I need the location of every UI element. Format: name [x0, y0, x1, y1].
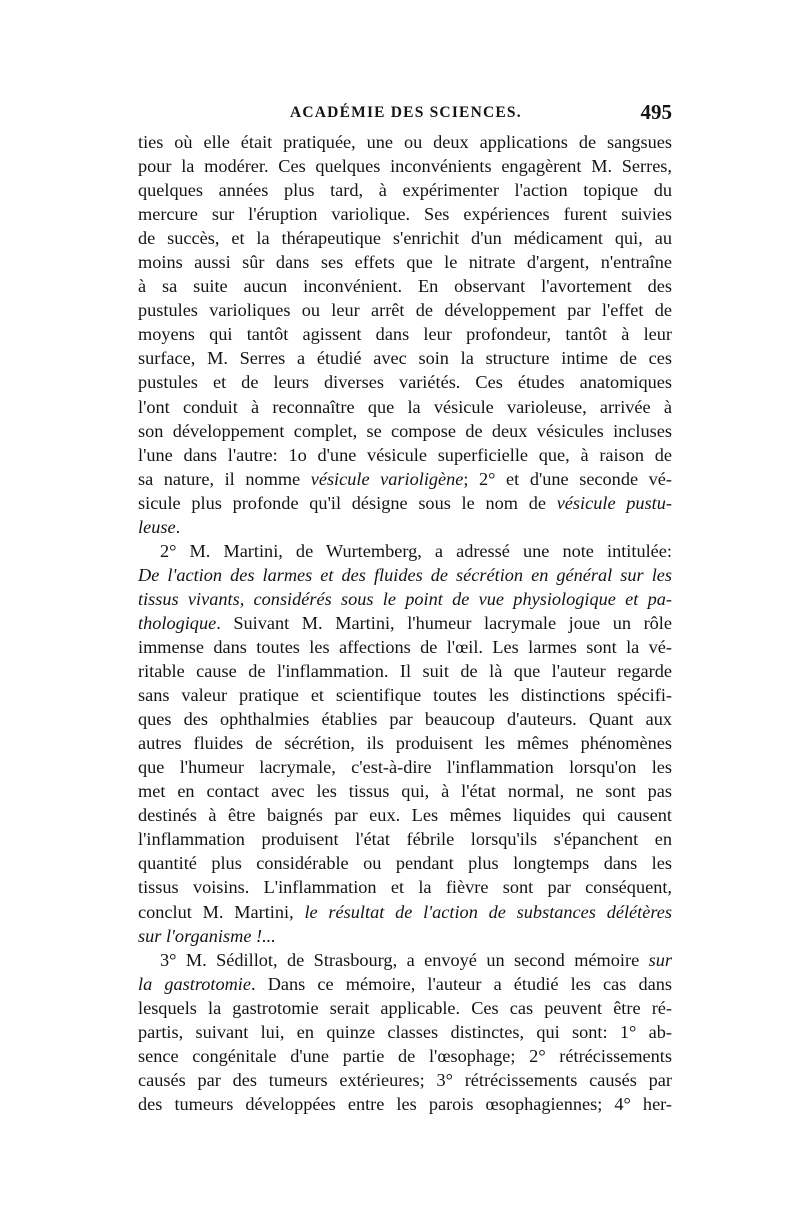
italic-run: vésicule pustu-	[556, 492, 672, 513]
text-run: moins aussi sûr dans ses effets que le nitrate d'argent, n'entraîne	[138, 252, 672, 273]
text-run: destinés à être baignés par eux. Les mêmes liquides qui causent	[138, 805, 672, 826]
text-run: moyens qui tantôt agissent dans leur profondeur, tantôt à leur	[138, 324, 672, 345]
text-line	[138, 587, 672, 611]
text-run: autres fluides de sécrétion, ils produisent les mêmes phénomènes	[138, 733, 672, 754]
text-line	[138, 250, 672, 274]
text-run: causés par des tumeurs extérieures; 3° rétrécissements causés par	[138, 1069, 672, 1090]
text-line	[138, 996, 672, 1020]
text-line	[138, 827, 672, 851]
page-number: 495	[640, 100, 672, 124]
text-run: . Suivant M. Martini, l'humeur lacrymale joue un rôle	[216, 612, 672, 633]
italic-run: De l'action des larmes et des fluides de sécrétion en général sur les	[138, 564, 672, 585]
italic-run: sur l'organisme !...	[138, 925, 276, 946]
italic-run: la gastrotomie	[138, 973, 252, 994]
italic-run: thologique	[138, 612, 217, 633]
text-line	[138, 130, 672, 154]
text-line	[138, 803, 672, 827]
text-line	[138, 443, 672, 467]
text-line	[138, 1068, 672, 1092]
text-run: ques des ophthalmies établies par beaucoup d'auteurs. Quant aux	[138, 709, 672, 730]
text-line	[138, 779, 672, 803]
text-line	[138, 274, 672, 298]
text-run: son développement complet, se compose de deux vésicules incluses	[138, 420, 672, 441]
text-line	[138, 924, 672, 948]
text-line	[138, 346, 672, 370]
text-line	[138, 707, 672, 731]
text-line	[138, 731, 672, 755]
text-line	[138, 202, 672, 226]
text-line	[138, 1020, 672, 1044]
text-line	[138, 563, 672, 587]
text-line	[138, 491, 672, 515]
text-run: .	[175, 516, 181, 537]
text-run: sence congénitale d'une partie de l'œsophage; 2° rétrécissements	[138, 1045, 672, 1066]
text-line	[138, 755, 672, 779]
italic-run: leuse	[138, 516, 176, 537]
text-line	[138, 467, 672, 491]
italic-run: vésicule varioligène	[310, 468, 464, 489]
text-line	[138, 972, 672, 996]
text-line	[138, 1044, 672, 1068]
text-run: mercure sur l'éruption variolique. Ses expériences furent suivies	[138, 204, 672, 225]
text-line	[138, 154, 672, 178]
paragraph-start-line	[138, 948, 672, 972]
text-run: lesquels la gastrotomie serait applicable. Ces cas peuvent être ré-	[138, 997, 672, 1018]
text-run: sans valeur pratique et scientifique toutes les distinctions spécifi-	[138, 685, 672, 706]
text-line	[138, 515, 672, 539]
text-run: surface, M. Serres a étudié avec soin la structure intime de ces	[138, 348, 672, 369]
text-run: des tumeurs développées entre les parois œsophagiennes; 4° her-	[138, 1093, 672, 1114]
italic-run: le résultat de l'action de substances délétères	[304, 901, 672, 922]
text-run: l'ont conduit à reconnaître que la vésicule varioleuse, arrivée à	[138, 396, 672, 417]
paragraph-start-line	[138, 539, 672, 563]
text-run: que l'humeur lacrymale, c'est-à-dire l'inflammation lorsqu'on les	[138, 757, 672, 778]
text-run: l'inflammation produisent l'état fébrile lorsqu'ils s'épanchent en	[138, 829, 672, 850]
text-run: l'une dans l'autre: 1o d'une vésicule superficielle que, à raison de	[138, 444, 672, 465]
text-run: pustules et de leurs diverses variétés. Ces études anatomiques	[138, 372, 672, 393]
text-run: ; 2° et d'une seconde vé-	[463, 468, 672, 489]
text-run: quantité plus considérable ou pendant plus longtemps dans les	[138, 853, 672, 874]
text-line	[138, 635, 672, 659]
body-text	[138, 130, 672, 1116]
text-run: 2° M. Martini, de Wurtemberg, a adressé une note intitulée:	[160, 540, 672, 561]
running-header	[138, 100, 672, 130]
text-run: ritable cause de l'inflammation. Il suit de là que l'auteur regarde	[138, 661, 672, 682]
text-run: à sa suite aucun inconvénient. En observant l'avortement des	[138, 276, 672, 297]
text-run: pustules varioliques ou leur arrêt de développement par l'effet de	[138, 300, 672, 321]
text-line	[138, 370, 672, 394]
text-line	[138, 395, 672, 419]
text-line	[138, 611, 672, 635]
text-line	[138, 322, 672, 346]
text-run: partis, suivant lui, en quinze classes distinctes, qui sont: 1° ab-	[138, 1021, 672, 1042]
text-line	[138, 851, 672, 875]
text-run: de succès, et la thérapeutique s'enrichit d'un médicament qui, au	[138, 228, 672, 249]
text-run: sicule plus profonde qu'il désigne sous le nom de	[138, 492, 557, 513]
italic-run: tissus vivants, considérés sous le point de vue physiologique et pa-	[138, 588, 672, 609]
text-run: 3° M. Sédillot, de Strasbourg, a envoyé un second mémoire	[160, 949, 649, 970]
text-line	[138, 419, 672, 443]
text-line	[138, 178, 672, 202]
text-line	[138, 875, 672, 899]
text-run: ties où elle était pratiquée, une ou deux applications de sangsues	[138, 132, 672, 152]
text-run: tissus voisins. L'inflammation et la fièvre sont par conséquent,	[138, 877, 672, 898]
text-line	[138, 900, 672, 924]
text-run: pour la modérer. Ces quelques inconvénients engagèrent M. Serres,	[138, 156, 672, 177]
text-line	[138, 659, 672, 683]
text-run: conclut M. Martini,	[138, 901, 305, 922]
text-line	[138, 683, 672, 707]
text-run: sa nature, il nomme	[138, 468, 311, 489]
text-line	[138, 226, 672, 250]
text-run: quelques années plus tard, à expérimenter l'action topique du	[138, 180, 672, 201]
running-title: ACADÉMIE DES SCIENCES.	[290, 104, 522, 121]
italic-run: sur	[648, 949, 672, 970]
text-run: met en contact avec les tissus qui, à l'état normal, ne sont pas	[138, 781, 672, 802]
text-run: . Dans ce mémoire, l'auteur a étudié les cas dans	[251, 973, 672, 994]
text-line	[138, 1092, 672, 1116]
text-line	[138, 298, 672, 322]
text-run: immense dans toutes les affections de l'œil. Les larmes sont la vé-	[138, 636, 672, 657]
